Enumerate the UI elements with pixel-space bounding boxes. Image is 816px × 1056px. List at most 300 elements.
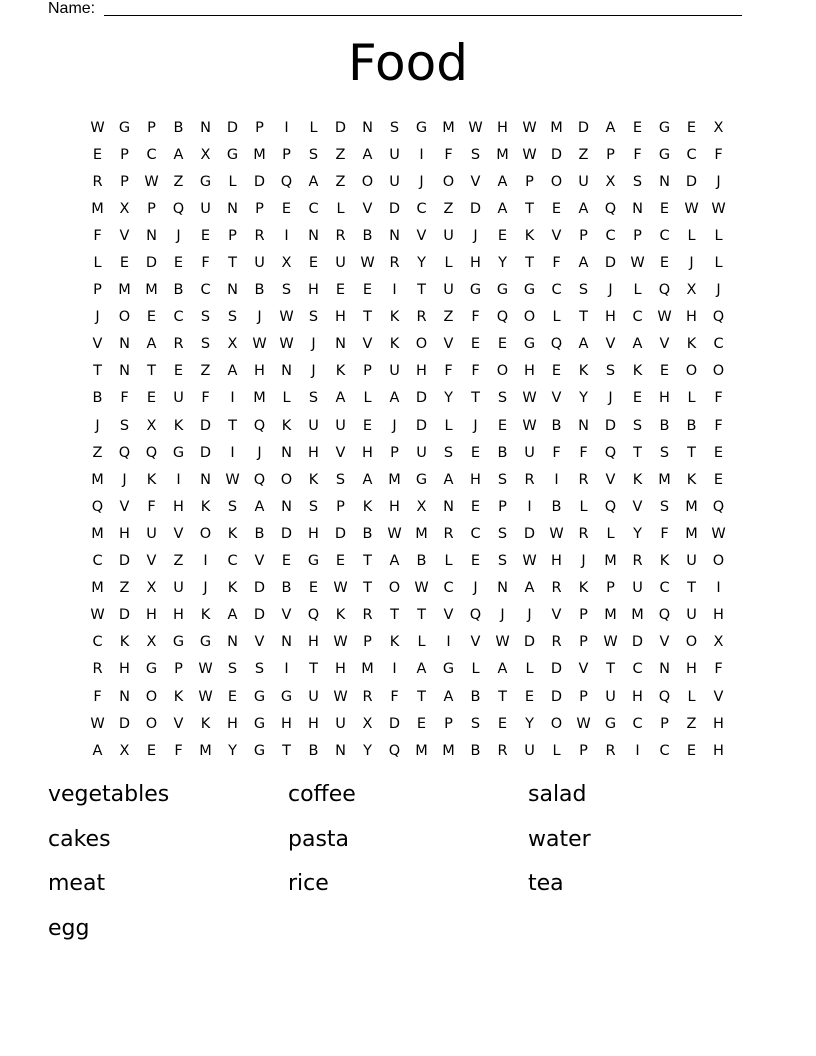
- grid-letter: W: [333, 580, 348, 597]
- grid-letter: U: [389, 363, 400, 380]
- grid-letter: K: [173, 417, 184, 434]
- grid-letter: Q: [253, 471, 266, 488]
- grid-letter: B: [686, 417, 697, 434]
- grid-letter: I: [284, 119, 289, 136]
- grid-letter: Q: [604, 498, 617, 515]
- grid-letter: J: [311, 363, 316, 380]
- grid-letter: K: [119, 634, 130, 651]
- grid-letter: L: [444, 553, 453, 570]
- grid-letter: U: [389, 173, 400, 190]
- grid-letter: P: [579, 742, 588, 759]
- grid-letter: V: [470, 173, 481, 190]
- grid-letter: K: [200, 498, 211, 515]
- grid-letter: O: [712, 363, 725, 380]
- grid-letter: R: [416, 309, 427, 326]
- grid-letter: A: [578, 200, 589, 217]
- grid-letter: J: [716, 282, 721, 299]
- grid-letter: J: [311, 336, 316, 353]
- grid-letter: P: [606, 146, 615, 163]
- grid-letter: J: [95, 309, 100, 326]
- grid-letter: R: [92, 661, 103, 678]
- grid-letter: W: [684, 200, 699, 217]
- grid-letter: N: [389, 227, 400, 244]
- grid-letter: I: [527, 498, 532, 515]
- grid-letter: X: [146, 634, 157, 651]
- grid-letter: D: [253, 173, 266, 190]
- grid-letter: A: [389, 390, 400, 407]
- grid-letter: W: [90, 607, 105, 624]
- grid-letter: R: [173, 336, 184, 353]
- grid-letter: R: [578, 525, 589, 542]
- grid-letter: O: [550, 173, 563, 190]
- grid-row: [84, 520, 732, 547]
- grid-letter: E: [119, 255, 130, 272]
- grid-letter: C: [551, 282, 562, 299]
- grid-letter: T: [525, 255, 534, 272]
- grid-letter: T: [606, 661, 615, 678]
- grid-letter: X: [119, 200, 130, 217]
- grid-letter: E: [551, 200, 562, 217]
- grid-letter: M: [604, 607, 617, 624]
- grid-letter: S: [227, 309, 238, 326]
- grid-letter: E: [92, 146, 103, 163]
- grid-letter: P: [579, 688, 588, 705]
- grid-letter: A: [146, 336, 157, 353]
- grid-letter: B: [92, 390, 103, 407]
- grid-letter: K: [632, 363, 643, 380]
- grid-letter: W: [603, 634, 618, 651]
- grid-letter: B: [308, 742, 319, 759]
- grid-letter: Z: [686, 715, 697, 732]
- grid-letter: D: [550, 661, 563, 678]
- grid-letter: V: [713, 688, 724, 705]
- grid-letter: I: [284, 661, 289, 678]
- grid-letter: T: [687, 444, 696, 461]
- grid-letter: N: [281, 498, 292, 515]
- grid-letter: D: [334, 119, 347, 136]
- grid-letter: E: [497, 715, 508, 732]
- grid-letter: K: [389, 336, 400, 353]
- grid-letter: K: [335, 363, 346, 380]
- grid-letter: D: [415, 417, 428, 434]
- grid-letter: N: [308, 227, 319, 244]
- grid-letter: B: [470, 688, 481, 705]
- grid-letter: P: [579, 607, 588, 624]
- grid-letter: J: [257, 444, 262, 461]
- grid-letter: X: [200, 146, 211, 163]
- grid-letter: G: [523, 336, 536, 353]
- grid-letter: G: [172, 444, 185, 461]
- grid-letter: M: [388, 471, 401, 488]
- grid-letter: K: [281, 417, 292, 434]
- grid-letter: J: [608, 282, 613, 299]
- grid-letter: M: [496, 146, 509, 163]
- grid-letter: B: [254, 282, 265, 299]
- grid-letter: L: [714, 227, 723, 244]
- grid-letter: E: [173, 363, 184, 380]
- grid-letter: R: [551, 634, 562, 651]
- grid-row: [84, 141, 732, 168]
- grid-letter: T: [228, 417, 237, 434]
- grid-letter: K: [200, 715, 211, 732]
- grid-letter: T: [471, 390, 480, 407]
- grid-letter: C: [632, 715, 643, 732]
- grid-letter: B: [497, 444, 508, 461]
- grid-letter: V: [335, 444, 346, 461]
- word-list-item: coffee: [288, 782, 356, 807]
- grid-letter: M: [685, 525, 698, 542]
- grid-letter: K: [200, 607, 211, 624]
- grid-letter: A: [362, 146, 373, 163]
- grid-letter: M: [442, 119, 455, 136]
- grid-letter: H: [173, 607, 184, 624]
- grid-letter: P: [147, 200, 156, 217]
- grid-letter: M: [253, 390, 266, 407]
- grid-letter: J: [473, 580, 478, 597]
- grid-letter: G: [253, 688, 266, 705]
- grid-letter: L: [552, 309, 561, 326]
- grid-letter: T: [633, 444, 642, 461]
- grid-letter: J: [419, 173, 424, 190]
- grid-letter: I: [419, 146, 424, 163]
- letter-grid: [84, 114, 732, 764]
- grid-letter: S: [632, 417, 643, 434]
- word-list-item: egg: [48, 915, 90, 941]
- grid-letter: Y: [417, 255, 426, 272]
- grid-letter: W: [657, 309, 672, 326]
- grid-letter: Q: [496, 309, 509, 326]
- grid-letter: Z: [335, 173, 346, 190]
- grid-letter: F: [201, 390, 210, 407]
- grid-letter: N: [281, 444, 292, 461]
- grid-letter: B: [551, 417, 562, 434]
- grid-letter: N: [227, 634, 238, 651]
- grid-letter: W: [198, 688, 213, 705]
- grid-letter: J: [527, 607, 532, 624]
- grid-letter: G: [253, 715, 266, 732]
- grid-letter: U: [308, 417, 319, 434]
- grid-letter: J: [203, 580, 208, 597]
- grid-letter: V: [119, 498, 130, 515]
- grid-letter: R: [254, 227, 265, 244]
- grid-letter: Q: [253, 417, 266, 434]
- grid-letter: J: [95, 417, 100, 434]
- grid-letter: W: [90, 715, 105, 732]
- grid-letter: D: [577, 119, 590, 136]
- grid-letter: B: [416, 553, 427, 570]
- grid-letter: H: [362, 444, 373, 461]
- grid-letter: W: [90, 119, 105, 136]
- grid-letter: R: [335, 227, 346, 244]
- grid-letter: W: [522, 146, 537, 163]
- grid-letter: W: [522, 390, 537, 407]
- grid-letter: K: [227, 580, 238, 597]
- grid-letter: N: [119, 336, 130, 353]
- grid-row: [84, 710, 732, 737]
- grid-letter: Q: [658, 607, 671, 624]
- grid-letter: I: [635, 742, 640, 759]
- grid-letter: B: [254, 525, 265, 542]
- grid-letter: X: [713, 119, 724, 136]
- grid-letter: U: [173, 580, 184, 597]
- grid-row: [84, 195, 732, 222]
- grid-letter: W: [387, 525, 402, 542]
- grid-letter: D: [631, 634, 644, 651]
- grid-letter: P: [660, 715, 669, 732]
- grid-letter: D: [550, 146, 563, 163]
- grid-letter: S: [578, 282, 589, 299]
- grid-letter: I: [392, 661, 397, 678]
- grid-letter: C: [470, 525, 481, 542]
- grid-letter: C: [605, 227, 616, 244]
- grid-letter: V: [254, 553, 265, 570]
- grid-letter: H: [308, 525, 319, 542]
- grid-letter: O: [415, 336, 428, 353]
- grid-letter: K: [686, 336, 697, 353]
- grid-letter: W: [495, 634, 510, 651]
- word-list-item: salad: [528, 782, 587, 807]
- grid-letter: M: [91, 200, 104, 217]
- grid-letter: O: [199, 525, 212, 542]
- grid-letter: M: [145, 282, 158, 299]
- grid-letter: A: [173, 146, 184, 163]
- grid-letter: C: [227, 553, 238, 570]
- grid-letter: K: [362, 498, 373, 515]
- grid-letter: H: [308, 715, 319, 732]
- grid-letter: R: [632, 553, 643, 570]
- grid-letter: E: [308, 580, 319, 597]
- grid-letter: S: [497, 471, 508, 488]
- grid-letter: O: [685, 634, 698, 651]
- grid-letter: W: [522, 553, 537, 570]
- grid-letter: D: [550, 688, 563, 705]
- grid-letter: I: [554, 471, 559, 488]
- grid-letter: G: [199, 634, 212, 651]
- grid-letter: R: [524, 471, 535, 488]
- grid-letter: P: [498, 498, 507, 515]
- grid-row: [84, 466, 732, 493]
- grid-letter: Q: [604, 200, 617, 217]
- grid-letter: G: [118, 119, 131, 136]
- grid-letter: M: [550, 119, 563, 136]
- grid-letter: N: [200, 471, 211, 488]
- grid-letter: P: [363, 363, 372, 380]
- grid-letter: W: [279, 336, 294, 353]
- grid-letter: L: [444, 417, 453, 434]
- grid-letter: S: [659, 444, 670, 461]
- grid-letter: H: [659, 390, 670, 407]
- grid-letter: J: [473, 227, 478, 244]
- grid-row: [84, 439, 732, 466]
- grid-letter: J: [500, 607, 505, 624]
- grid-letter: R: [497, 742, 508, 759]
- grid-letter: Q: [307, 607, 320, 624]
- grid-letter: V: [443, 336, 454, 353]
- grid-letter: F: [714, 390, 723, 407]
- grid-letter: K: [173, 688, 184, 705]
- grid-letter: H: [470, 255, 481, 272]
- grid-letter: C: [173, 309, 184, 326]
- grid-letter: V: [119, 227, 130, 244]
- grid-letter: F: [147, 498, 156, 515]
- grid-letter: V: [632, 498, 643, 515]
- grid-letter: M: [118, 282, 131, 299]
- grid-letter: A: [578, 255, 589, 272]
- grid-letter: A: [443, 688, 454, 705]
- grid-letter: V: [173, 715, 184, 732]
- grid-row: [84, 249, 732, 276]
- grid-letter: S: [227, 661, 238, 678]
- grid-letter: W: [198, 661, 213, 678]
- word-list-item: pasta: [288, 826, 350, 852]
- grid-letter: N: [119, 363, 130, 380]
- grid-letter: H: [308, 634, 319, 651]
- grid-letter: N: [578, 417, 589, 434]
- grid-letter: L: [309, 119, 318, 136]
- grid-letter: Y: [444, 390, 453, 407]
- grid-letter: R: [362, 607, 373, 624]
- grid-letter: H: [227, 715, 238, 732]
- grid-letter: D: [118, 715, 131, 732]
- grid-letter: H: [119, 525, 130, 542]
- grid-letter: M: [442, 742, 455, 759]
- grid-letter: D: [199, 417, 212, 434]
- grid-letter: Q: [280, 173, 293, 190]
- grid-letter: E: [362, 282, 373, 299]
- grid-letter: G: [658, 119, 671, 136]
- grid-letter: L: [687, 390, 696, 407]
- grid-letter: D: [199, 444, 212, 461]
- grid-letter: A: [416, 661, 427, 678]
- grid-letter: K: [659, 553, 670, 570]
- grid-letter: N: [632, 200, 643, 217]
- grid-letter: L: [525, 661, 534, 678]
- grid-letter: S: [281, 282, 292, 299]
- grid-letter: Z: [92, 444, 103, 461]
- grid-letter: L: [714, 255, 723, 272]
- grid-letter: E: [281, 200, 292, 217]
- grid-letter: X: [146, 417, 157, 434]
- grid-letter: V: [551, 607, 562, 624]
- grid-letter: L: [687, 227, 696, 244]
- grid-letter: D: [145, 255, 158, 272]
- grid-letter: G: [307, 553, 320, 570]
- grid-letter: S: [659, 498, 670, 515]
- grid-letter: E: [470, 444, 481, 461]
- grid-letter: A: [497, 661, 508, 678]
- grid-letter: X: [605, 173, 616, 190]
- word-list-item: vegetables: [48, 782, 170, 807]
- grid-letter: H: [686, 661, 697, 678]
- grid-letter: E: [308, 255, 319, 272]
- grid-letter: A: [227, 607, 238, 624]
- grid-row: [84, 222, 732, 249]
- grid-letter: F: [120, 390, 129, 407]
- grid-letter: P: [93, 282, 102, 299]
- grid-letter: C: [146, 146, 157, 163]
- grid-letter: J: [608, 390, 613, 407]
- grid-letter: U: [524, 444, 535, 461]
- grid-letter: E: [524, 688, 535, 705]
- grid-letter: T: [282, 742, 291, 759]
- grid-row: [84, 683, 732, 710]
- grid-letter: W: [279, 309, 294, 326]
- grid-letter: E: [659, 363, 670, 380]
- grid-letter: L: [687, 688, 696, 705]
- grid-letter: O: [118, 309, 131, 326]
- grid-letter: U: [443, 227, 454, 244]
- grid-letter: O: [712, 553, 725, 570]
- grid-letter: D: [604, 417, 617, 434]
- grid-letter: P: [255, 200, 264, 217]
- grid-letter: Q: [658, 688, 671, 705]
- grid-letter: E: [713, 444, 724, 461]
- grid-letter: W: [468, 119, 483, 136]
- grid-letter: E: [281, 553, 292, 570]
- grid-letter: Q: [604, 444, 617, 461]
- grid-letter: Q: [91, 498, 104, 515]
- grid-letter: S: [308, 146, 319, 163]
- grid-letter: P: [255, 119, 264, 136]
- grid-letter: E: [470, 336, 481, 353]
- grid-letter: O: [145, 688, 158, 705]
- grid-letter: B: [551, 498, 562, 515]
- grid-letter: F: [93, 227, 102, 244]
- grid-letter: J: [122, 471, 127, 488]
- grid-letter: S: [200, 309, 211, 326]
- grid-letter: E: [632, 119, 643, 136]
- grid-letter: X: [686, 282, 697, 299]
- grid-letter: X: [416, 498, 427, 515]
- grid-letter: Q: [550, 336, 563, 353]
- grid-letter: H: [389, 498, 400, 515]
- grid-letter: N: [335, 336, 346, 353]
- grid-letter: H: [713, 742, 724, 759]
- grid-letter: C: [659, 742, 670, 759]
- grid-letter: W: [576, 715, 591, 732]
- grid-letter: S: [308, 390, 319, 407]
- grid-letter: H: [497, 119, 508, 136]
- grid-letter: R: [578, 471, 589, 488]
- grid-letter: W: [711, 200, 726, 217]
- grid-letter: O: [496, 363, 509, 380]
- grid-letter: U: [335, 417, 346, 434]
- grid-letter: V: [470, 634, 481, 651]
- grid-letter: T: [687, 580, 696, 597]
- grid-letter: M: [361, 661, 374, 678]
- grid-letter: H: [146, 607, 157, 624]
- grid-letter: U: [335, 255, 346, 272]
- grid-letter: M: [91, 525, 104, 542]
- grid-letter: V: [92, 336, 103, 353]
- grid-letter: A: [92, 742, 103, 759]
- grid-letter: O: [442, 173, 455, 190]
- grid-row: [84, 656, 732, 683]
- grid-row: [84, 602, 732, 629]
- grid-letter: A: [605, 119, 616, 136]
- grid-letter: E: [416, 715, 427, 732]
- grid-letter: L: [93, 255, 102, 272]
- grid-letter: M: [631, 607, 644, 624]
- grid-letter: R: [443, 525, 454, 542]
- grid-letter: E: [632, 390, 643, 407]
- grid-letter: D: [523, 634, 536, 651]
- grid-letter: I: [716, 580, 721, 597]
- grid-letter: N: [227, 282, 238, 299]
- grid-letter: X: [362, 715, 373, 732]
- grid-letter: N: [335, 742, 346, 759]
- grid-letter: U: [686, 553, 697, 570]
